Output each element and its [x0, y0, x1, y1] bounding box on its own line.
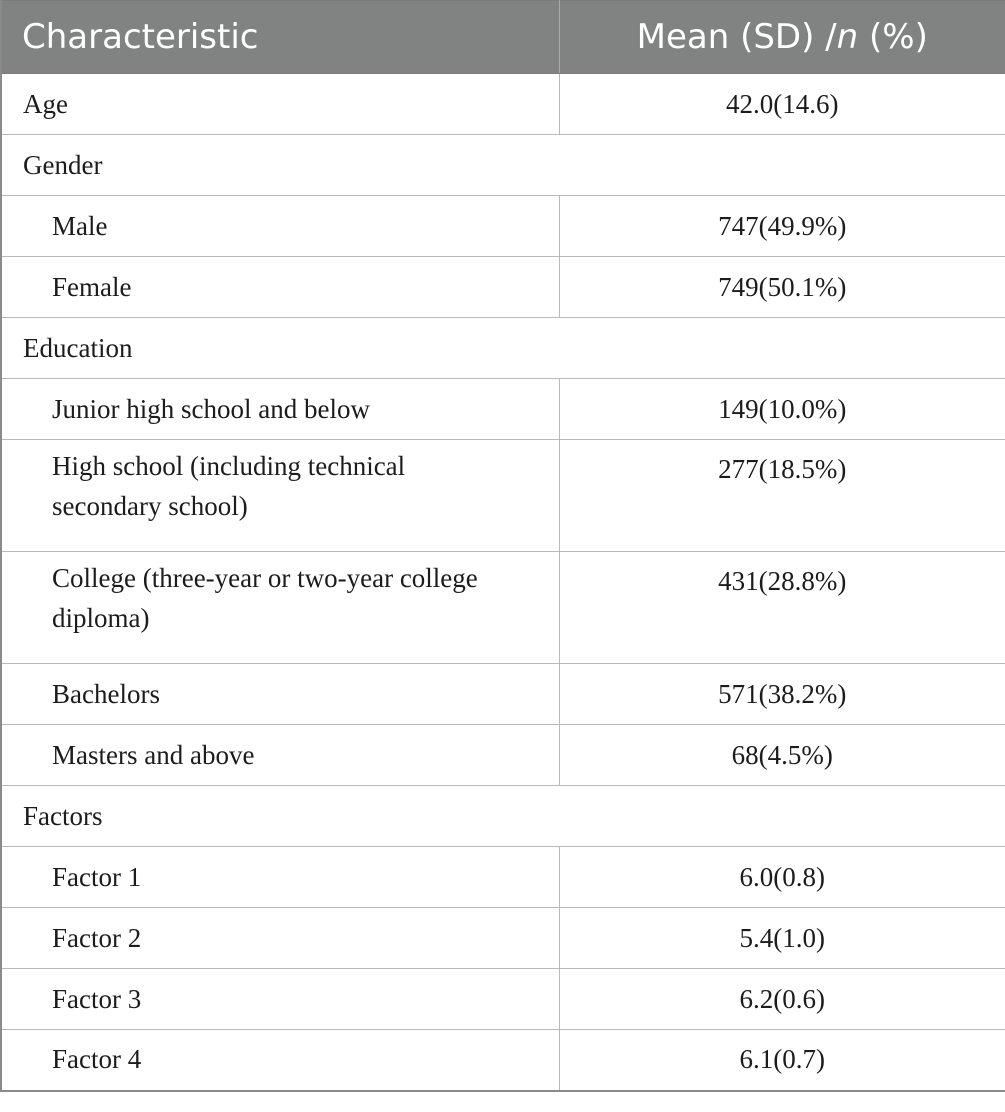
row-label: Bachelors	[1, 664, 559, 725]
row-value: 6.1(0.7)	[559, 1030, 1005, 1091]
table-row	[1, 969, 1005, 1030]
table-header	[1, 1, 1005, 74]
header-value-suffix: (%)	[858, 17, 928, 57]
row-value: 5.4(1.0)	[559, 908, 1005, 969]
row-value: 571(38.2%)	[559, 664, 1005, 725]
row-label-line-1: College (three-year or two-year college	[52, 563, 478, 593]
row-value: 68(4.5%)	[559, 725, 1005, 786]
header-value-n: n	[836, 17, 859, 57]
section-row	[1, 318, 1005, 379]
row-label: Factor 4	[1, 1030, 559, 1091]
row-value: 6.2(0.6)	[559, 969, 1005, 1030]
table-row	[1, 196, 1005, 257]
header-mean-sd-n-percent	[559, 1, 1005, 74]
table-body	[1, 74, 1005, 1091]
section-label: Gender	[1, 135, 1005, 196]
table-row	[1, 74, 1005, 135]
row-label-line-1: High school (including technical	[52, 451, 406, 481]
header-value-prefix: Mean (SD) /	[636, 17, 837, 57]
row-label: Male	[1, 196, 559, 257]
row-label: Factor 2	[1, 908, 559, 969]
section-row	[1, 135, 1005, 196]
section-label: Education	[1, 318, 1005, 379]
table-row	[1, 379, 1005, 440]
table-row	[1, 664, 1005, 725]
row-label	[1, 440, 559, 552]
row-value: 6.0(0.8)	[559, 847, 1005, 908]
row-label: Factor 3	[1, 969, 559, 1030]
row-value: 277(18.5%)	[559, 440, 1005, 552]
row-label: Female	[1, 257, 559, 318]
table-row	[1, 847, 1005, 908]
section-row	[1, 786, 1005, 847]
table-row	[1, 725, 1005, 786]
table-row	[1, 908, 1005, 969]
row-label: Age	[1, 74, 559, 135]
row-value: 42.0(14.6)	[559, 74, 1005, 135]
table-row	[1, 440, 1005, 552]
row-label: Factor 1	[1, 847, 559, 908]
table-row	[1, 552, 1005, 664]
row-label	[1, 552, 559, 664]
section-label: Factors	[1, 786, 1005, 847]
table-row	[1, 257, 1005, 318]
row-value: 431(28.8%)	[559, 552, 1005, 664]
row-label: Masters and above	[1, 725, 559, 786]
header-characteristic: Characteristic	[1, 1, 559, 74]
table-row	[1, 1030, 1005, 1091]
row-label: Junior high school and below	[1, 379, 559, 440]
row-label-line-2: secondary school)	[52, 491, 248, 521]
row-value: 747(49.9%)	[559, 196, 1005, 257]
row-value: 749(50.1%)	[559, 257, 1005, 318]
row-value: 149(10.0%)	[559, 379, 1005, 440]
row-label-line-2: diploma)	[52, 603, 150, 633]
